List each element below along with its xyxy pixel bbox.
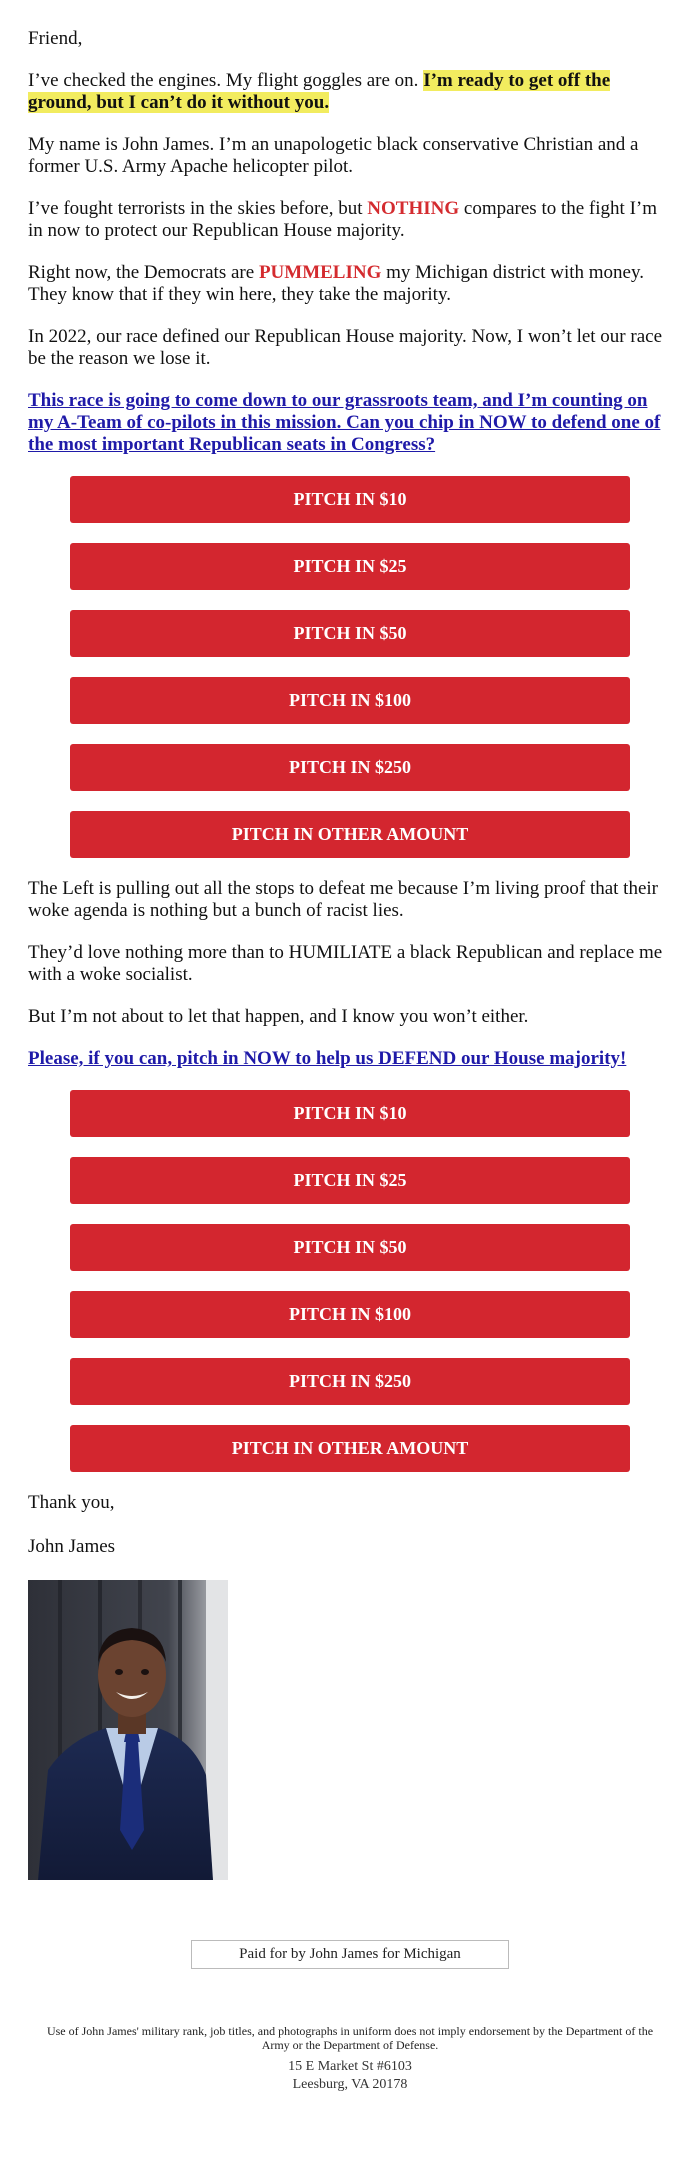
paragraph-humiliate: They’d love nothing more than to HUMILIATE a black Republican and replace me with a woke socialist. xyxy=(28,942,663,985)
donate-100-button-2[interactable]: PITCH IN $100 xyxy=(70,1291,630,1338)
disclaimer: Use of John James' military rank, job titles, and photographs in uniform does not imply endorsement by the Department of the Army or the Department of Defense. xyxy=(46,2024,654,2052)
paragraph-democrats-text-start: Right now, the Democrats are xyxy=(28,262,259,283)
donate-button-group-1 xyxy=(70,476,630,858)
paragraph-2022: In 2022, our race defined our Republican House majority. Now, I won’t let our race be the reason we lose it. xyxy=(28,326,663,369)
paragraph-fight xyxy=(28,198,672,242)
donate-other-button[interactable]: PITCH IN OTHER AMOUNT xyxy=(70,811,630,858)
paragraph-left: The Left is pulling out all the stops to defeat me because I’m living proof that their woke agenda is nothing but a bunch of racist lies. xyxy=(28,878,658,921)
paragraph-intro: My name is John James. I’m an unapologetic black conservative Christian and a former U.S. Army Apache helicopter pilot. xyxy=(28,134,639,177)
paragraph-fight-text-start: I’ve fought terrorists in the skies before, but xyxy=(28,198,368,219)
donate-250-button-2[interactable]: PITCH IN $250 xyxy=(70,1358,630,1405)
paragraph-ready xyxy=(28,70,672,114)
address-line-1: 15 E Market St #6103 xyxy=(288,2059,412,2074)
paragraph-not-happen: But I’m not about to let that happen, and I know you won’t either. xyxy=(28,1006,529,1027)
cta-link-defend[interactable]: Please, if you can, pitch in NOW to help us DEFEND our House majority! xyxy=(28,1048,627,1069)
donate-10-button-2[interactable]: PITCH IN $10 xyxy=(70,1090,630,1137)
donate-25-button[interactable]: PITCH IN $25 xyxy=(70,543,630,590)
candidate-portrait-photo xyxy=(28,1580,228,1880)
cta-link-grassroots[interactable]: This race is going to come down to our grassroots team, and I’m counting on my A-Team of co-pilots in this mission. Can you chip in NOW to defend one of the most important Republican seats in Congress? xyxy=(28,390,661,455)
mailing-address xyxy=(28,2058,672,2124)
address-line-2: Leesburg, VA 20178 xyxy=(292,2077,408,2092)
portrait-illustration xyxy=(28,1580,228,1880)
donate-50-button[interactable]: PITCH IN $50 xyxy=(70,610,630,657)
greeting: Friend, xyxy=(28,28,83,49)
signature: John James xyxy=(28,1536,116,1557)
donate-10-button[interactable]: PITCH IN $10 xyxy=(70,476,630,523)
donate-other-button-2[interactable]: PITCH IN OTHER AMOUNT xyxy=(70,1425,630,1472)
donate-100-button[interactable]: PITCH IN $100 xyxy=(70,677,630,724)
donate-button-group-2 xyxy=(70,1090,630,1472)
paragraph-fight-text-end: compares to the fight I’m in now to protect our Republican House majority. xyxy=(28,198,657,241)
emphasis-pummeling: PUMMELING xyxy=(258,262,382,283)
closing: Thank you, xyxy=(28,1492,115,1513)
donate-25-button-2[interactable]: PITCH IN $25 xyxy=(70,1157,630,1204)
paid-for-box: Paid for by John James for Michigan xyxy=(191,1940,509,1969)
paragraph-democrats xyxy=(28,262,672,306)
paragraph-democrats-text-end: my Michigan district with money. They know that if they win here, they take the majority. xyxy=(28,262,644,305)
donate-50-button-2[interactable]: PITCH IN $50 xyxy=(70,1224,630,1271)
highlighted-text: I’m ready to get off the ground, but I can’t do it without you. xyxy=(28,70,611,113)
donate-250-button[interactable]: PITCH IN $250 xyxy=(70,744,630,791)
emphasis-nothing: NOTHING xyxy=(367,198,460,219)
paragraph-ready-text: I’ve checked the engines. My flight goggles are on. xyxy=(28,70,424,91)
